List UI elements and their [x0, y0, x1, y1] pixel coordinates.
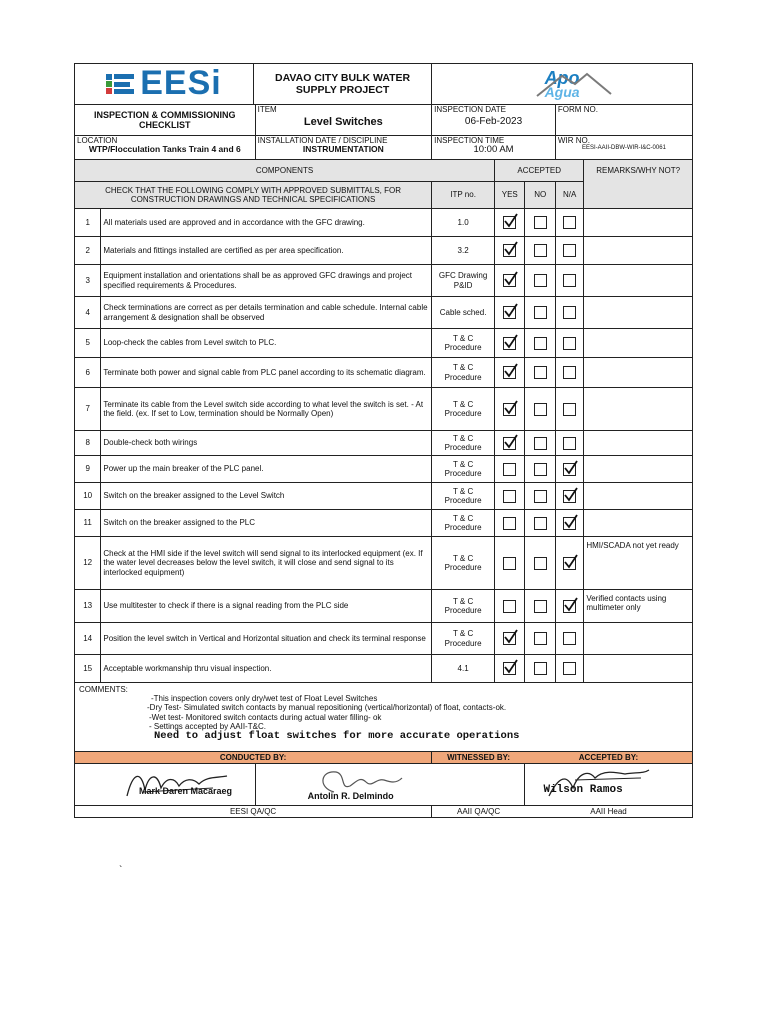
yes-checkbox[interactable] — [503, 463, 516, 476]
no-checkbox[interactable] — [534, 337, 547, 350]
row-yes-cell — [495, 590, 525, 623]
row-yes-cell — [495, 456, 525, 483]
row-yes-cell — [495, 297, 525, 329]
row-na-cell — [555, 590, 583, 623]
row-remarks — [584, 297, 693, 329]
location-label: LOCATION — [77, 136, 118, 145]
row-na-cell — [555, 388, 583, 431]
installation-cell — [255, 136, 432, 160]
location-value: WTP/Flocculation Tanks Train 4 and 6 — [88, 144, 241, 155]
row-no-cell — [525, 388, 555, 431]
no-checkbox[interactable] — [534, 437, 547, 450]
row-yes-cell — [495, 510, 525, 537]
row-number: 12 — [75, 537, 101, 590]
checklist-row — [75, 431, 693, 456]
no-checkbox[interactable] — [534, 306, 547, 319]
checklist-row — [75, 510, 693, 537]
checkmark-icon — [503, 434, 519, 450]
yes-checkbox[interactable] — [503, 274, 516, 287]
wir-no-label: WIR NO. — [557, 136, 590, 145]
yes-header: YES — [495, 182, 525, 209]
row-no-cell — [525, 297, 555, 329]
row-remarks — [584, 265, 693, 297]
row-no-cell — [525, 483, 555, 510]
row-number: 4 — [75, 297, 101, 329]
form-no-label: FORM NO. — [557, 105, 598, 114]
eesi-logo-mark-icon — [106, 72, 136, 96]
checklist-row — [75, 623, 693, 655]
checkmark-icon — [563, 460, 579, 476]
row-number: 11 — [75, 510, 101, 537]
row-na-cell — [555, 209, 583, 237]
checklist-row — [75, 265, 693, 297]
conducted-by-label: CONDUCTED BY: — [75, 752, 432, 764]
row-number: 1 — [75, 209, 101, 237]
accepted-header: ACCEPTED — [495, 160, 584, 182]
row-description: Acceptable workmanship thru visual inspection. — [101, 655, 432, 683]
row-remarks — [584, 431, 693, 456]
row-description: Terminate both power and signal cable from PLC panel according to its schematic diagram. — [101, 358, 432, 388]
no-checkbox[interactable] — [534, 403, 547, 416]
inspection-checklist-form — [74, 63, 693, 818]
row-yes-cell — [495, 623, 525, 655]
project-title: DAVAO CITY BULK WATER SUPPLY PROJECT — [275, 71, 411, 96]
comments-section — [75, 683, 693, 752]
row-remarks — [584, 655, 693, 683]
inspection-time-value: 10:00 AM — [473, 144, 514, 156]
apo-agua-logo-cell — [432, 64, 693, 105]
row-remarks — [584, 358, 693, 388]
witnessed-signature-cell — [255, 764, 525, 806]
row-number: 7 — [75, 388, 101, 431]
components-header: COMPONENTS — [75, 160, 495, 182]
comment-line-4: - Settings accepted by AAII-T&C. — [149, 721, 266, 731]
na-checkbox[interactable] — [563, 403, 576, 416]
na-checkbox[interactable] — [563, 366, 576, 379]
row-no-cell — [525, 358, 555, 388]
row-itp: T & C Procedure — [432, 358, 495, 388]
yes-checkbox[interactable] — [503, 306, 516, 319]
row-na-cell — [555, 297, 583, 329]
yes-checkbox[interactable] — [503, 662, 516, 675]
witnessed-by-label: WITNESSED BY: — [432, 752, 525, 764]
yes-checkbox[interactable] — [503, 517, 516, 530]
accepted-org: AAII Head — [525, 806, 693, 818]
row-na-cell — [555, 237, 583, 265]
row-number: 2 — [75, 237, 101, 265]
yes-checkbox[interactable] — [503, 600, 516, 613]
row-itp: T & C Procedure — [432, 590, 495, 623]
row-na-cell — [555, 510, 583, 537]
no-checkbox[interactable] — [534, 557, 547, 570]
comment-line-5: Need to adjust float switches for more accurate operations — [154, 729, 520, 742]
row-yes-cell — [495, 483, 525, 510]
no-checkbox[interactable] — [534, 274, 547, 287]
row-na-cell — [555, 537, 583, 590]
yes-checkbox[interactable] — [503, 403, 516, 416]
checklist-row — [75, 237, 693, 265]
na-checkbox[interactable] — [563, 463, 576, 476]
row-no-cell — [525, 510, 555, 537]
checkmark-icon — [503, 213, 519, 229]
no-checkbox[interactable] — [534, 216, 547, 229]
agua-logo-text: Agua — [544, 84, 580, 101]
row-itp: T & C Procedure — [432, 623, 495, 655]
row-itp: Cable sched. — [432, 297, 495, 329]
installation-label: INSTALLATION DATE / DISCIPLINE — [257, 136, 388, 145]
row-itp: T & C Procedure — [432, 329, 495, 358]
row-no-cell — [525, 329, 555, 358]
row-description: Double-check both wirings — [101, 431, 432, 456]
yes-checkbox[interactable] — [503, 632, 516, 645]
row-no-cell — [525, 623, 555, 655]
mountain-logo-icon — [507, 68, 617, 101]
row-remarks — [584, 329, 693, 358]
checkmark-icon — [503, 400, 519, 416]
row-na-cell — [555, 655, 583, 683]
row-remarks — [584, 209, 693, 237]
na-checkbox[interactable] — [563, 517, 576, 530]
na-checkbox[interactable] — [563, 437, 576, 450]
checkmark-icon — [563, 554, 579, 570]
inspection-time-cell — [432, 136, 556, 160]
row-description: Terminate its cable from the Level switch side according to what level the switch is set. - At the field. (ex. If set to Low, termination should be Normally Open) — [101, 388, 432, 431]
na-checkbox[interactable] — [563, 274, 576, 287]
row-description: Loop-check the cables from Level switch to PLC. — [101, 329, 432, 358]
no-checkbox[interactable] — [534, 600, 547, 613]
checklist-row — [75, 209, 693, 237]
na-checkbox[interactable] — [563, 662, 576, 675]
row-no-cell — [525, 456, 555, 483]
yes-checkbox[interactable] — [503, 437, 516, 450]
checklist-row — [75, 329, 693, 358]
no-checkbox[interactable] — [534, 632, 547, 645]
row-no-cell — [525, 209, 555, 237]
checklist-items — [75, 209, 693, 683]
no-checkbox[interactable] — [534, 463, 547, 476]
na-checkbox[interactable] — [563, 244, 576, 257]
row-description: Power up the main breaker of the PLC panel. — [101, 456, 432, 483]
accepted-name: Wilson Ramos — [543, 784, 623, 796]
row-no-cell — [525, 590, 555, 623]
na-checkbox[interactable] — [563, 600, 576, 613]
row-number: 3 — [75, 265, 101, 297]
conducted-org: EESI QA/QC — [75, 806, 432, 818]
checkmark-icon — [563, 597, 579, 613]
row-yes-cell — [495, 265, 525, 297]
checkmark-icon — [503, 629, 519, 645]
yes-checkbox[interactable] — [503, 557, 516, 570]
row-yes-cell — [495, 237, 525, 265]
checkmark-icon — [503, 303, 519, 319]
row-itp: T & C Procedure — [432, 510, 495, 537]
row-remarks — [584, 510, 693, 537]
conducted-signature-icon — [123, 766, 233, 802]
accepted-by-label: ACCEPTED BY: — [525, 752, 693, 764]
row-itp: 4.1 — [432, 655, 495, 683]
row-number: 10 — [75, 483, 101, 510]
row-itp: T & C Procedure — [432, 537, 495, 590]
row-number: 15 — [75, 655, 101, 683]
comment-line-1: -This inspection covers only dry/wet test of Float Level Switches — [151, 694, 378, 704]
row-remarks: Verified contacts using multimeter only — [584, 590, 693, 623]
checkmark-icon — [503, 271, 519, 287]
remarks-header: REMARKS/WHY NOT? — [584, 160, 693, 209]
row-itp: GFC Drawing P&ID — [432, 265, 495, 297]
checkmark-icon — [563, 514, 579, 530]
row-itp: T & C Procedure — [432, 431, 495, 456]
no-header: NO — [525, 182, 555, 209]
wir-no-cell — [555, 136, 692, 160]
yes-checkbox[interactable] — [503, 244, 516, 257]
row-number: 8 — [75, 431, 101, 456]
row-itp: T & C Procedure — [432, 483, 495, 510]
no-checkbox[interactable] — [534, 244, 547, 257]
row-yes-cell — [495, 358, 525, 388]
row-description: Position the level switch in Vertical and Horizontal situation and check its terminal response — [101, 623, 432, 655]
checklist-row — [75, 297, 693, 329]
itp-header: ITP no. — [432, 182, 495, 209]
checkmark-icon — [563, 487, 579, 503]
yes-checkbox[interactable] — [503, 490, 516, 503]
row-na-cell — [555, 329, 583, 358]
row-itp: 3.2 — [432, 237, 495, 265]
row-number: 9 — [75, 456, 101, 483]
na-checkbox[interactable] — [563, 337, 576, 350]
row-number: 6 — [75, 358, 101, 388]
row-description: All materials used are approved and in accordance with the GFC drawing. — [101, 209, 432, 237]
row-no-cell — [525, 237, 555, 265]
yes-checkbox[interactable] — [503, 337, 516, 350]
eesi-logo — [75, 64, 254, 104]
checklist-row — [75, 456, 693, 483]
row-itp: 1.0 — [432, 209, 495, 237]
na-checkbox[interactable] — [563, 490, 576, 503]
row-yes-cell — [495, 537, 525, 590]
wir-no-value: EESI-AAII-DBW-WIR-I&C-0061 — [582, 145, 666, 152]
row-no-cell — [525, 655, 555, 683]
row-remarks: HMI/SCADA not yet ready — [584, 537, 693, 590]
row-na-cell — [555, 358, 583, 388]
eesi-logo-cell — [75, 64, 432, 105]
eesi-logo-text: EESi — [140, 64, 222, 103]
no-checkbox[interactable] — [534, 517, 547, 530]
row-description: Use multitester to check if there is a signal reading from the PLC side — [101, 590, 432, 623]
check-statement: CHECK THAT THE FOLLOWING COMPLY WITH APPROVED SUBMITTALS, FOR CONSTRUCTION DRAWINGS AND TECHNICAL SPECIFICATIONS — [75, 182, 432, 209]
row-itp: T & C Procedure — [432, 388, 495, 431]
row-no-cell — [525, 265, 555, 297]
inspection-date-value: 06-Feb-2023 — [464, 116, 523, 128]
row-description: Switch on the breaker assigned to the PLC — [101, 510, 432, 537]
checklist-row — [75, 537, 693, 590]
checkmark-icon — [503, 659, 519, 675]
form-no-cell — [555, 105, 692, 136]
row-remarks — [584, 456, 693, 483]
row-no-cell — [525, 431, 555, 456]
checklist-row — [75, 655, 693, 683]
no-checkbox[interactable] — [534, 662, 547, 675]
checklist-row — [75, 388, 693, 431]
row-remarks — [584, 388, 693, 431]
checklist-title: INSPECTION & COMMISSIONING CHECKLIST — [75, 105, 256, 136]
comments-label: COMMENTS: — [79, 685, 128, 694]
row-number: 13 — [75, 590, 101, 623]
na-checkbox[interactable] — [563, 216, 576, 229]
conducted-signature-cell — [75, 764, 256, 806]
checkmark-icon — [503, 241, 519, 257]
row-yes-cell — [495, 388, 525, 431]
checklist-row — [75, 358, 693, 388]
na-header: N/A — [555, 182, 583, 209]
row-yes-cell — [495, 431, 525, 456]
stray-mark: ` — [119, 865, 123, 876]
comment-line-2: -Dry Test- Simulated switch contacts by manual repositioning (vertical/horizontal) of float, contacts-ok. — [147, 703, 507, 713]
item-cell — [255, 105, 432, 136]
row-number: 14 — [75, 623, 101, 655]
row-description: Materials and fittings installed are certified as per area specification. — [101, 237, 432, 265]
row-no-cell — [525, 537, 555, 590]
row-description: Check at the HMI side if the level switch will send signal to its interlocked equipment (ex. If the water level decreases below the level switch, it will close and send signal to its interlocked equipment) — [101, 537, 432, 590]
no-checkbox[interactable] — [534, 366, 547, 379]
conducted-name: Mark Daren Macaraeg — [139, 786, 233, 796]
row-na-cell — [555, 456, 583, 483]
row-na-cell — [555, 431, 583, 456]
yes-checkbox[interactable] — [503, 216, 516, 229]
inspection-date-cell — [432, 105, 556, 136]
row-yes-cell — [495, 655, 525, 683]
row-remarks — [584, 483, 693, 510]
row-yes-cell — [495, 209, 525, 237]
na-checkbox[interactable] — [563, 632, 576, 645]
na-checkbox[interactable] — [563, 306, 576, 319]
checkmark-icon — [503, 334, 519, 350]
row-description: Switch on the breaker assigned to the Level Switch — [101, 483, 432, 510]
yes-checkbox[interactable] — [503, 366, 516, 379]
item-value: Level Switches — [303, 116, 383, 129]
no-checkbox[interactable] — [534, 490, 547, 503]
witnessed-org: AAII QA/QC — [432, 806, 525, 818]
apo-agua-logo — [432, 64, 692, 104]
row-na-cell — [555, 265, 583, 297]
row-number: 5 — [75, 329, 101, 358]
checkmark-icon — [503, 363, 519, 379]
apo-logo-text: Apo — [544, 67, 580, 88]
row-description: Check terminations are correct as per details termination and cable schedule. Internal cable arrangement & designation shall be observed — [101, 297, 432, 329]
checklist-row — [75, 483, 693, 510]
witnessed-name: Antolin R. Delmindo — [307, 791, 394, 801]
location-cell — [75, 136, 256, 160]
row-na-cell — [555, 623, 583, 655]
accepted-signature-cell — [525, 764, 693, 806]
row-yes-cell — [495, 329, 525, 358]
row-remarks — [584, 623, 693, 655]
na-checkbox[interactable] — [563, 557, 576, 570]
checklist-row — [75, 590, 693, 623]
item-label: ITEM — [257, 105, 277, 114]
inspection-time-label: INSPECTION TIME — [434, 136, 505, 145]
installation-value: INSTRUMENTATION — [302, 144, 384, 155]
row-description: Equipment installation and orientations shall be as approved GFC drawings and project specified requirements & Procedures. — [101, 265, 432, 297]
inspection-date-label: INSPECTION DATE — [434, 105, 506, 114]
row-remarks — [584, 237, 693, 265]
row-itp: T & C Procedure — [432, 456, 495, 483]
comment-line-3: -Wet test- Monitored switch contacts during actual water filling- ok — [149, 712, 382, 722]
row-na-cell — [555, 483, 583, 510]
